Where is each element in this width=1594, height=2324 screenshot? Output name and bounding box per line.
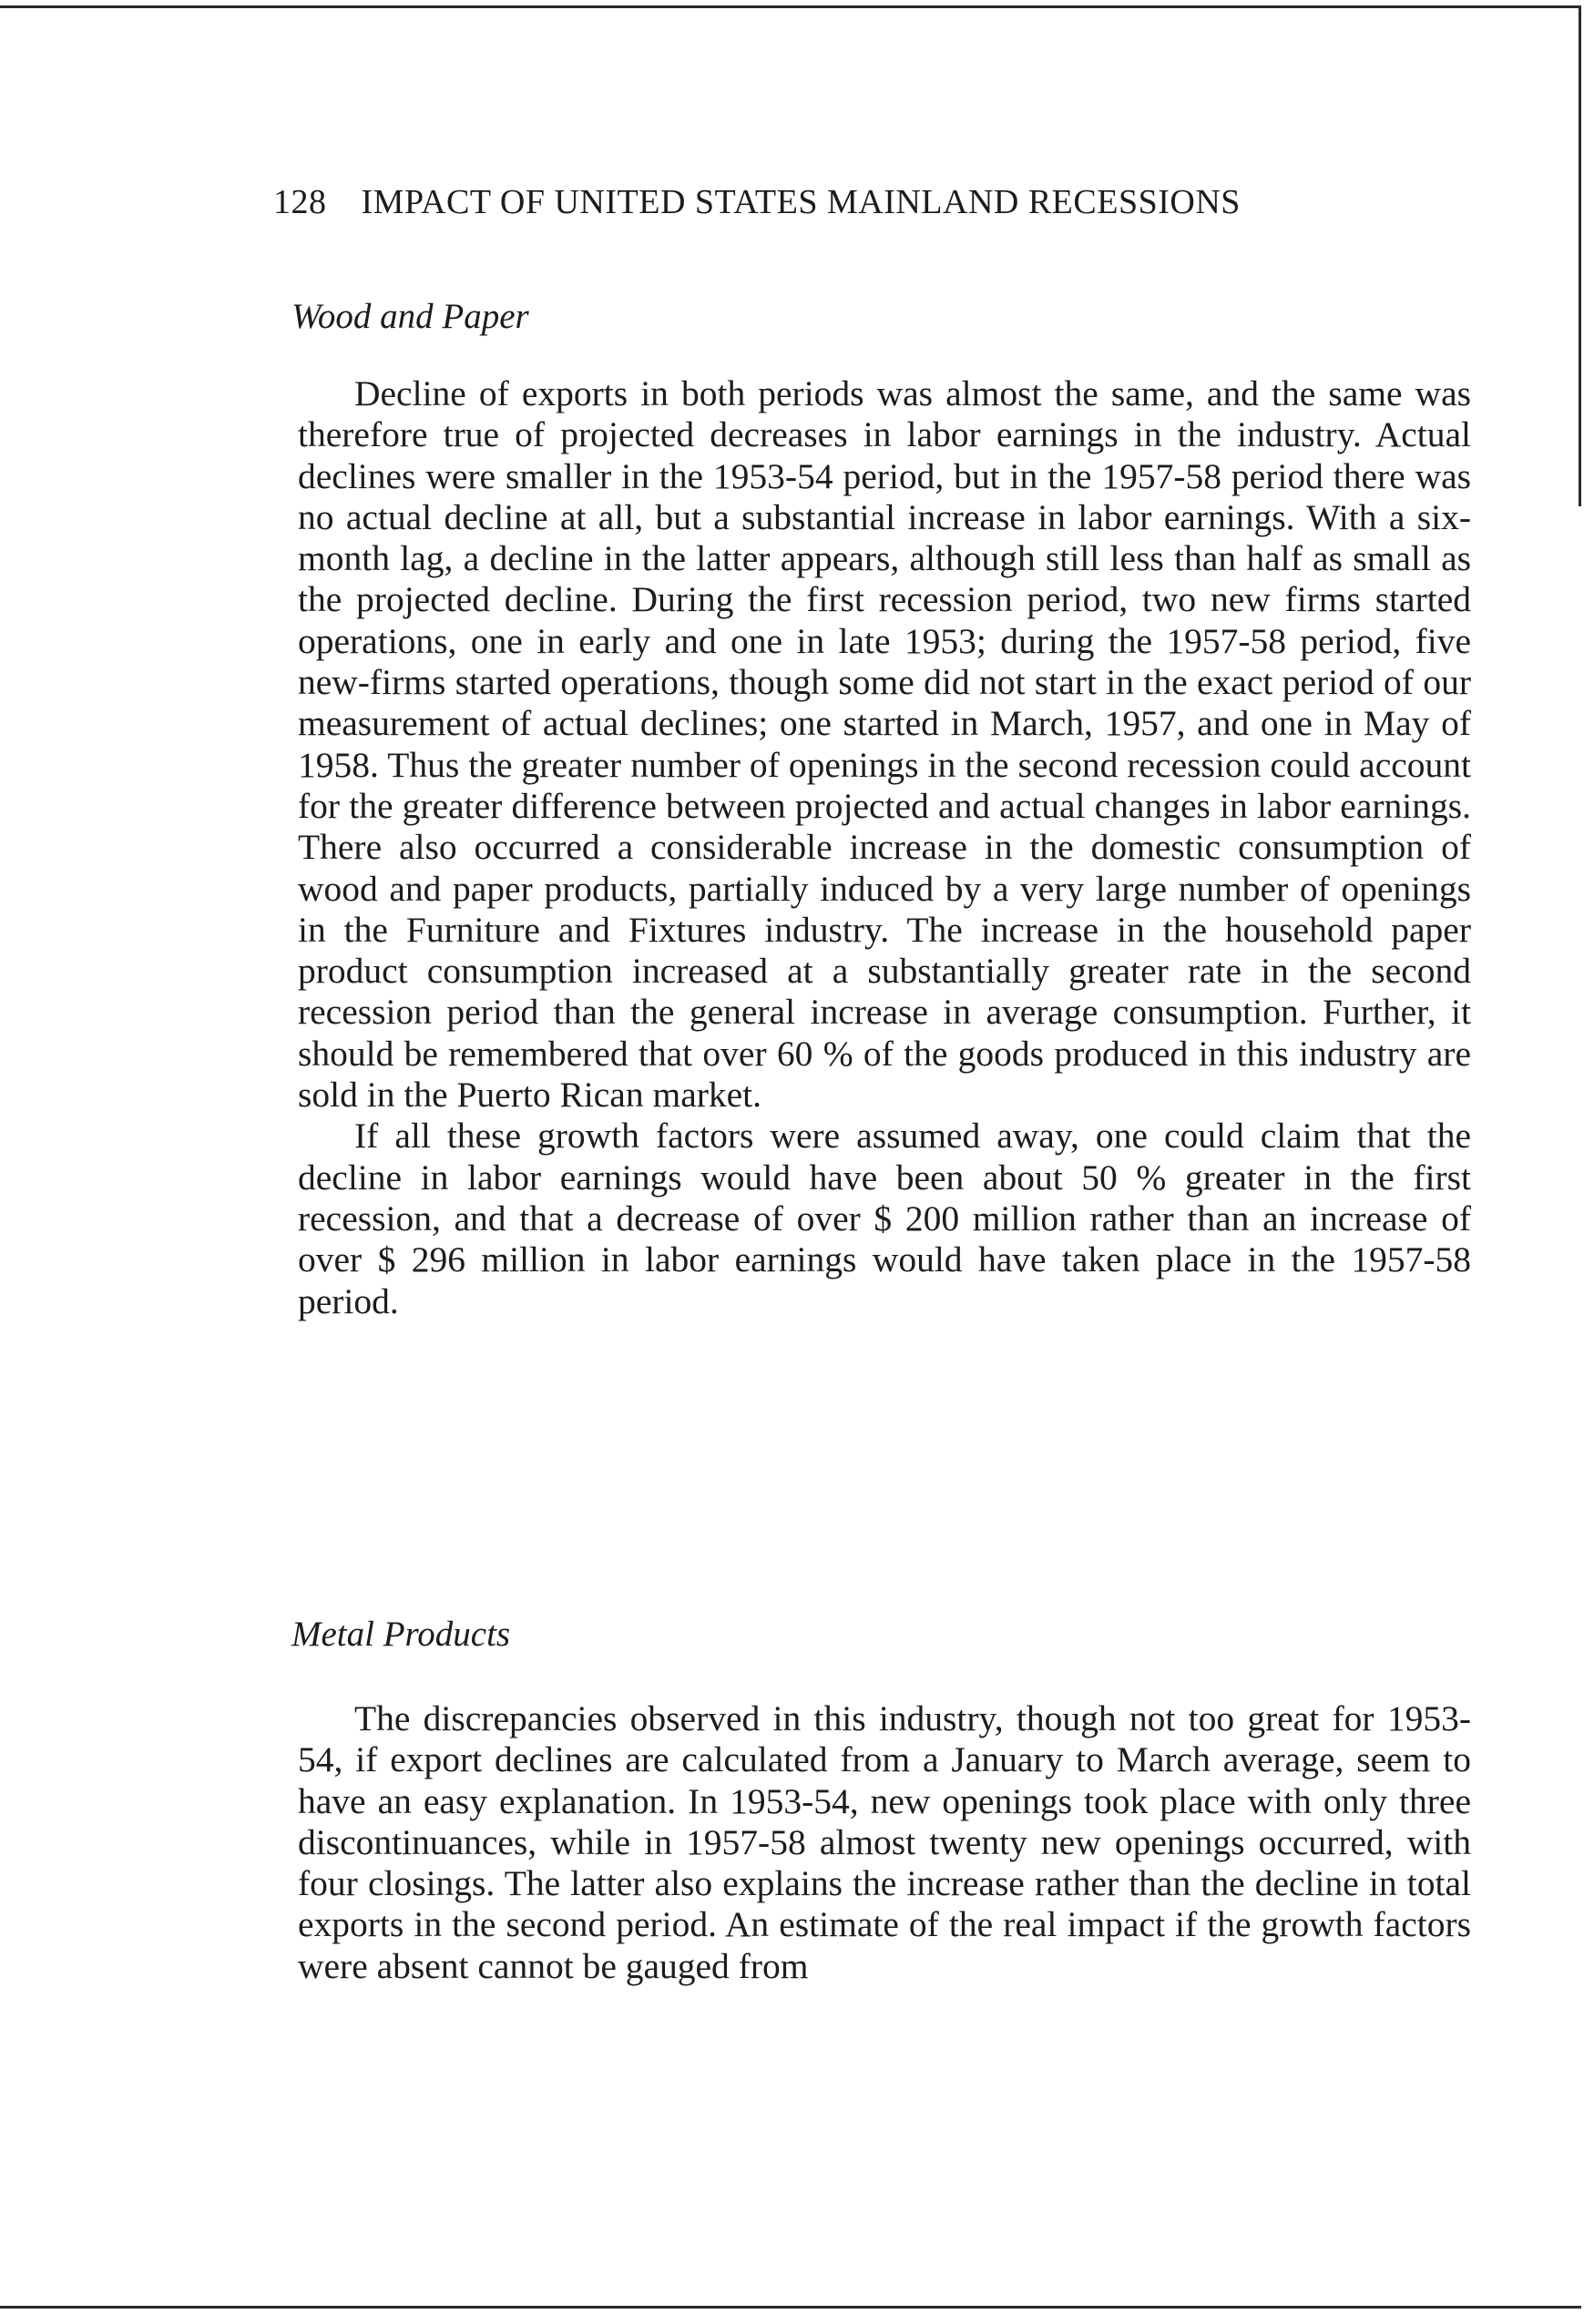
paragraph: Decline of exports in both periods was almost the same, and the same was therefore true of projected decreases in labor earnings in the industry. Actual declines were smaller in the 1953-54 period, but in the 1957-58 period there was no actual decline at all, but a substantial increase in labor earnings. With a six-month lag, a decline in the latter appears, although still less than half as small as the projected decline. During the first recession period, two new firms started operations, one in early and one in late 1953; during the 1957-58 period, five new-firms started operations, though some did not start in the exact period of our measurement of actual declines; one started in March, 1957, and one in May of 1958. Thus the greater number of openings in the second recession could account for the greater difference between projected and actual changes in labor earnings. There also occurred a considerable increase in the domestic consumption of wood and paper products, partially induced by a very large number of openings in the Furniture and Fixtures industry. The increase in the household paper product consumption increased at a substantially greater rate in the second recession period than the general increase in average consumption. Further, it should be remembered that over 60 % of the goods produced in this industry are sold in the Puerto Rican market. [298, 373, 1471, 1116]
section-body-metal-products [298, 1698, 1471, 1987]
section-heading-metal-products: Metal Products [291, 1615, 511, 1654]
running-title: IMPACT OF UNITED STATES MAINLAND RECESSIONS [361, 183, 1241, 221]
section-heading-wood-and-paper: Wood and Paper [291, 297, 529, 336]
paragraph: The discrepancies observed in this industry, though not too great for 1953-54, if export declines are calculated from a January to March average, seem to have an easy explanation. In 1953-54, new openings took place with only three discontinuances, while in 1957-58 almost twenty new openings occurred, with four closings. The latter also explains the increase rather than the decline in total exports in the second period. An estimate of the real impact if the growth factors were absent cannot be gauged from [298, 1698, 1471, 1986]
page-border-right [1579, 5, 1581, 506]
page-border-bottom [0, 2306, 1581, 2309]
page-number: 128 [273, 183, 327, 221]
paragraph: If all these growth factors were assumed away, one could claim that the decline in labor earnings would have been about 50 % greater in the first recession, and that a decrease of over $ 200 million rather than an increase of over $ 296 million in labor earnings would have taken place in the 1957-58 period. [298, 1116, 1471, 1321]
section-body-wood-and-paper [298, 373, 1471, 1322]
page-border-top [0, 5, 1581, 8]
running-header [273, 182, 1476, 222]
